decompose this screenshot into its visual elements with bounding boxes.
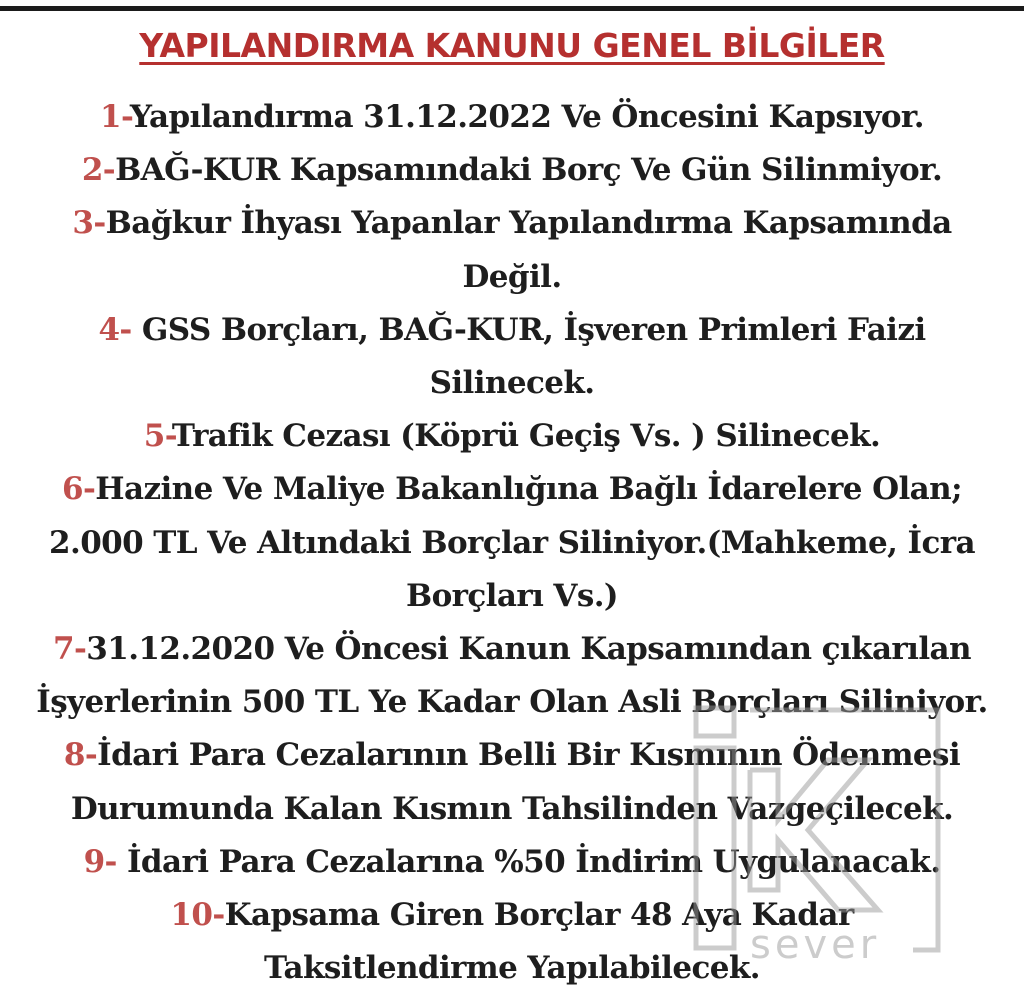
- top-rule: [0, 6, 1024, 11]
- watermark-text: sever: [750, 922, 881, 965]
- item-text: Trafik Cezası (Köprü Geçiş Vs. ) Silinecek.: [171, 418, 881, 455]
- item-text: İdari Para Cezalarına %50 İndirim Uygulanacak.: [116, 843, 941, 880]
- list-item-2: [8, 144, 1016, 197]
- item-number: 6-: [62, 471, 96, 508]
- item-number: 4-: [98, 311, 132, 348]
- item-text: İdari Para Cezalarının Belli Bir Kısmının Ödenmesi Durumunda Kalan Kısmın Tahsilinden Vazgeçilecek.: [70, 737, 961, 827]
- item-number: 7-: [53, 631, 87, 668]
- item-text: BAĞ-KUR Kapsamındaki Borç Ve Gün Silinmiyor.: [115, 152, 943, 189]
- item-number: 3-: [72, 205, 106, 242]
- item-text: 31.12.2020 Ve Öncesi Kanun Kapsamından çıkarılan İşyerlerinin 500 TL Ye Kadar Olan Asli Borçları Siliniyor.: [36, 631, 988, 721]
- ik-logo-watermark-icon: [688, 700, 948, 965]
- list-item-6: [8, 463, 1016, 623]
- item-text: Yapılandırma 31.12.2022 Ve Öncesini Kapsıyor.: [129, 99, 924, 135]
- item-number: 2-: [81, 152, 116, 189]
- document-title: [0, 24, 1024, 68]
- item-number: 10-: [170, 897, 225, 934]
- item-text: Bağkur İhyası Yapanlar Yapılandırma Kapsamında Değil.: [105, 205, 952, 295]
- item-number: 1-: [99, 99, 130, 135]
- list-item-1: [8, 91, 1016, 144]
- item-text: Kapsama Giren Borçlar 48 Aya Kadar Taksitlendirme Yapılabilecek.: [224, 897, 854, 987]
- item-number: 8-: [63, 737, 98, 774]
- document-title-text: YAPILANDIRMA KANUNU GENEL BİLGİLER: [139, 26, 885, 65]
- list-item-4: [8, 304, 1016, 410]
- list-item-3: [8, 197, 1016, 303]
- item-number: 5-: [143, 418, 172, 455]
- item-text: Hazine Ve Maliye Bakanlığına Bağlı İdarelere Olan; 2.000 TL Ve Altındaki Borçlar Siliniyor.(Mahkeme, İcra Borçları Vs.): [49, 471, 975, 614]
- item-text: GSS Borçları, BAĞ-KUR, İşveren Primleri Faizi Silinecek.: [131, 311, 926, 402]
- item-number: 9-: [83, 843, 117, 880]
- list-item-5: [8, 410, 1016, 463]
